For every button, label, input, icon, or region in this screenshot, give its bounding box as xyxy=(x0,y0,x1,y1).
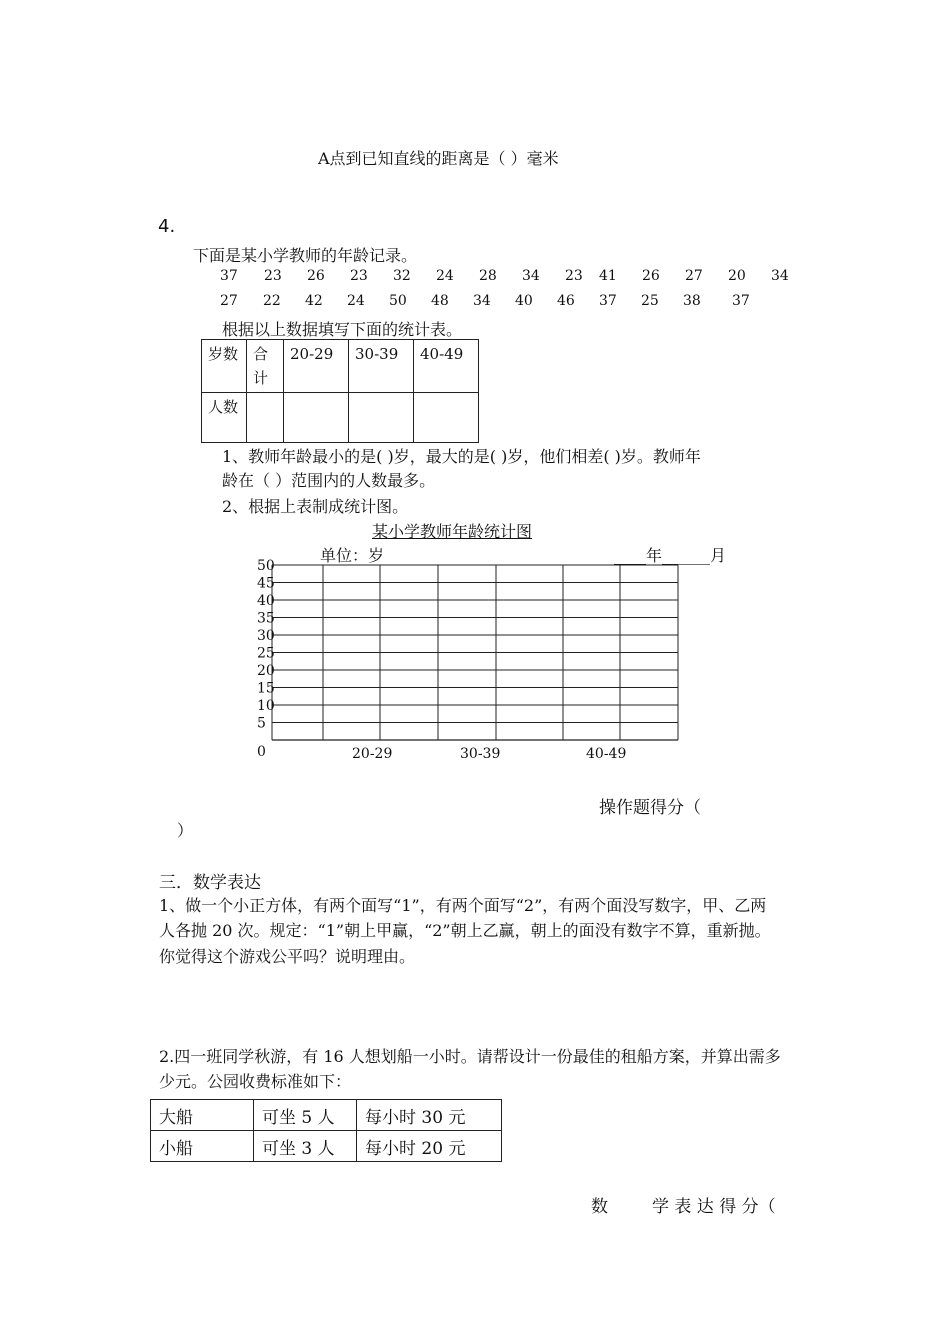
problem-1-line2: 人各抛 20 次。规定：“1”朝上甲赢，“2”朝上乙赢，朝上的面没有数字不算，重新抛。 xyxy=(159,921,771,940)
problem-2-line1: 2.四一班同学秋游，有 16 人想划船一小时。请帮设计一份最佳的租船方案，并算出需多 xyxy=(159,1047,781,1066)
chart-title: 某小学教师年龄统计图 xyxy=(372,522,533,541)
x-category-label: 40-49 xyxy=(586,746,627,762)
y-tick-label: 0 xyxy=(257,744,266,760)
boat-price: 每小时 20 元 xyxy=(357,1131,502,1162)
y-tick-label: 5 xyxy=(257,715,266,732)
x-category-label: 30-39 xyxy=(460,746,501,762)
age-value: 23 xyxy=(264,268,282,284)
header-40-49: 40-49 xyxy=(414,340,479,393)
age-value: 23 xyxy=(565,268,583,284)
age-value: 26 xyxy=(642,268,660,284)
q4-subquestion-2: 2、根据上表制成统计图。 xyxy=(222,497,409,516)
boat-fee-table xyxy=(150,1099,502,1162)
age-value: 23 xyxy=(350,268,368,284)
age-value: 27 xyxy=(685,268,703,284)
age-value: 20 xyxy=(728,268,746,284)
age-value: 22 xyxy=(263,293,281,309)
age-value: 37 xyxy=(220,268,238,284)
age-value: 34 xyxy=(473,293,491,309)
age-value: 26 xyxy=(307,268,325,284)
boat-type: 大船 xyxy=(151,1100,254,1131)
age-value: 48 xyxy=(431,293,449,309)
age-value: 24 xyxy=(436,268,454,284)
age-value: 41 xyxy=(599,268,617,284)
age-value: 27 xyxy=(220,293,238,309)
problem-1-line3: 你觉得这个游戏公平吗？说明理由。 xyxy=(159,947,416,966)
header-30-39: 30-39 xyxy=(349,340,414,393)
table-instruction: 根据以上数据填写下面的统计表。 xyxy=(222,320,463,339)
age-value: 40 xyxy=(515,293,533,309)
y-tick-label: 45 xyxy=(257,575,275,592)
problem-2-line2: 少元。公园收费标准如下： xyxy=(159,1072,352,1091)
q4-intro: 下面是某小学教师的年龄记录。 xyxy=(193,246,418,265)
boat-type: 小船 xyxy=(151,1131,254,1162)
row-label-count: 人数 xyxy=(202,393,247,443)
table-row xyxy=(151,1100,502,1131)
cell-30-39-input[interactable] xyxy=(349,393,414,443)
age-value: 37 xyxy=(599,293,617,309)
age-value: 37 xyxy=(732,293,750,309)
age-value: 34 xyxy=(522,268,540,284)
q4-subquestion-1-line2: 龄在（ ）范围内的人数最多。 xyxy=(222,471,436,490)
header-20-29: 20-29 xyxy=(284,340,349,393)
expression-score-char: 数 xyxy=(591,1197,608,1217)
boat-price: 每小时 30 元 xyxy=(357,1100,502,1131)
q4-subquestion-1-line1: 1、教师年龄最小的是( )岁，最大的是( )岁，他们相差( )岁。教师年 xyxy=(222,447,701,466)
age-value: 24 xyxy=(347,293,365,309)
age-value: 50 xyxy=(389,293,407,309)
header-age: 岁数 xyxy=(202,340,247,393)
y-tick-label: 10 xyxy=(257,698,275,714)
cell-20-29-input[interactable] xyxy=(284,393,349,443)
operation-score-label: 操作题得分（ xyxy=(599,798,701,818)
age-value: 34 xyxy=(771,268,789,284)
age-value: 38 xyxy=(683,293,701,309)
operation-score-close: ） xyxy=(177,821,194,840)
problem-1-line1: 1、做一个小正方体，有两个面写“1”，有两个面写“2”，有两个面没写数字，甲、乙两 xyxy=(159,896,767,915)
section-heading: 三．数学表达 xyxy=(159,873,261,893)
y-tick-label: 50 xyxy=(257,558,275,574)
expression-score-label: 学 表 达 得 分（ xyxy=(652,1197,776,1217)
cell-total-input[interactable] xyxy=(247,393,284,443)
age-value: 46 xyxy=(557,293,575,309)
y-tick-label: 15 xyxy=(257,680,275,697)
y-tick-label: 25 xyxy=(257,645,275,662)
y-tick-label: 40 xyxy=(257,593,275,609)
age-value: 32 xyxy=(393,268,411,284)
boat-capacity: 可坐 5 人 xyxy=(254,1100,357,1131)
age-value: 25 xyxy=(641,293,659,309)
y-tick-label: 30 xyxy=(257,628,275,644)
header-total: 合计 xyxy=(247,340,284,393)
y-tick-label: 20 xyxy=(257,663,275,679)
chart-date: ____年______月 xyxy=(614,546,727,565)
chart-unit: 单位：岁 xyxy=(320,546,385,565)
x-category-label: 20-29 xyxy=(352,746,393,762)
age-value: 42 xyxy=(305,293,323,309)
question-number: 4. xyxy=(158,216,176,237)
statistics-table xyxy=(201,339,479,443)
y-tick-label: 35 xyxy=(257,610,275,627)
distance-question: A点到已知直线的距离是（ ）毫米 xyxy=(318,149,559,168)
boat-capacity: 可坐 3 人 xyxy=(254,1131,357,1162)
cell-40-49-input[interactable] xyxy=(414,393,479,443)
age-value: 28 xyxy=(479,268,497,284)
table-row xyxy=(151,1131,502,1162)
